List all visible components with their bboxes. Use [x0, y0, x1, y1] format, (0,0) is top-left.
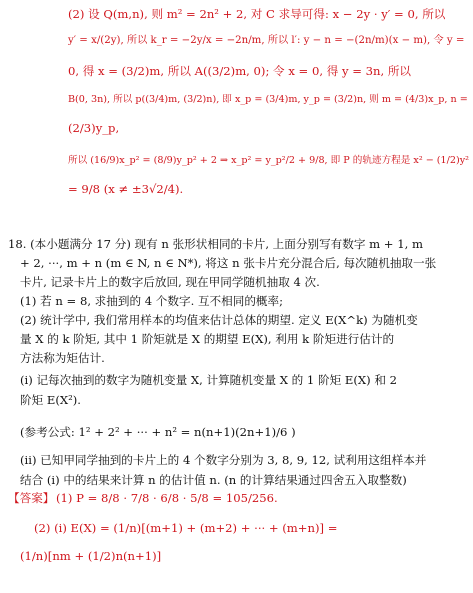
answer-line-3: (1/n)[nm + (1/2)n(n+1)]: [20, 549, 162, 563]
answer-line-1: (1) P = 8/8 · 7/8 · 6/8 · 5/8 = 105/256.: [56, 491, 278, 505]
problem-18-line-1: 18. (本小题满分 17 分) 现有 n 张形状相同的卡片, 上面分别写有数字 m + 1, m: [8, 237, 423, 251]
problem-18-line-10: (参考公式: 1² + 2² + ··· + n² = n(n+1)(2n+1)/6 ): [20, 425, 296, 439]
solution-line-4: B(0, 3n), 所以 p((3/4)m, (3/2)n), 即 x_p = (3/4)m, y_p = (3/2)n, 则 m = (4/3)x_p, n =: [68, 94, 468, 105]
problem-18-line-7: 方法称为矩估计.: [20, 351, 105, 365]
problem-18-line-9: 阶矩 E(X²).: [20, 393, 81, 407]
problem-18-line-6: 量 X 的 k 阶矩, 其中 1 阶矩就是 X 的期望 E(X), 利用 k 阶矩进行估计的: [20, 332, 395, 346]
problem-18-line-11: (ii) 已知甲同学抽到的卡片上的 4 个数字分别为 3, 8, 9, 12, 试利用这组样本并: [20, 453, 427, 467]
problem-18-line-5: (2) 统计学中, 我们常用样本的均值来估计总体的期望. 定义 E(X^k) 为随机变: [20, 313, 418, 327]
solution-line-5: (2/3)y_p,: [68, 121, 120, 135]
problem-18-line-8: (i) 记每次抽到的数字为随机变量 X, 计算随机变量 X 的 1 阶矩 E(X) 和 2: [20, 373, 397, 387]
solution-line-1: (2) 设 Q(m,n), 则 m² = 2n² + 2, 对 C 求导可得: x − 2y · y′ = 0, 所以: [68, 7, 446, 21]
answer-line-2: (2) (i) E(X) = (1/n)[(m+1) + (m+2) + ··· + (m+n)] =: [34, 521, 338, 535]
answer-tag: 【答案】: [8, 491, 55, 505]
problem-18-line-4: (1) 若 n = 8, 求抽到的 4 个数字. 互不相同的概率;: [20, 294, 284, 308]
solution-line-3: 0, 得 x = (3/2)m, 所以 A((3/2)m, 0); 令 x = 0, 得 y = 3n, 所以: [68, 64, 412, 78]
problem-18-line-12: 结合 (i) 中的结果来计算 n 的估计值 n. (n 的计算结果通过四舍五入取整数): [20, 473, 407, 487]
solution-line-6: 所以 (16/9)x_p² = (8/9)y_p² + 2 ⇒ x_p² = y_p²/2 + 9/8, 即 P 的轨迹方程是 x² − (1/2)y²: [68, 155, 470, 166]
problem-18-line-2: + 2, ···, m + n (m ∈ N, n ∈ N*), 将这 n 张卡片充分混合后, 每次随机抽取一张: [20, 256, 437, 270]
solution-line-7: = 9/8 (x ≠ ±3√2/4).: [68, 182, 184, 196]
solution-line-2: y′ = x/(2y), 所以 k_r = −2y/x = −2n/m, 所以 l′: y − n = −(2n/m)(x − m), 令 y =: [68, 35, 465, 46]
problem-18-line-3: 卡片, 记录卡片上的数字后放回, 现在甲同学随机抽取 4 次.: [20, 275, 320, 289]
